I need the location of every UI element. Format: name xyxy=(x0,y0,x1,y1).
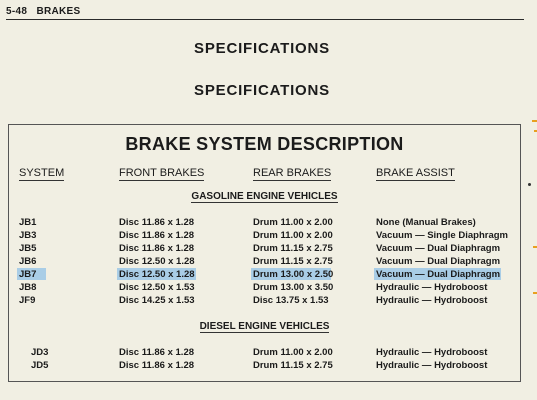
system-cell: JB6 xyxy=(19,256,37,267)
header-title: BRAKES xyxy=(36,6,81,17)
front-brakes-cell: Disc 12.50 x 1.28 xyxy=(119,256,195,267)
brake-assist-cell: Hydraulic — Hydroboost xyxy=(376,347,488,358)
column-header-system: SYSTEM xyxy=(19,167,65,179)
system-cell: JD3 xyxy=(31,347,49,358)
rear-brakes-cell: Drum 11.15 x 2.75 xyxy=(253,360,333,371)
column-header-rear-brakes: REAR BRAKES xyxy=(253,167,332,179)
column-header-front-brakes: FRONT BRAKES xyxy=(119,167,205,179)
section-number: 5-48 xyxy=(6,6,28,17)
rear-brakes-cell: Drum 11.00 x 2.00 xyxy=(253,217,333,228)
system-cell: JD5 xyxy=(31,360,49,371)
front-brakes-cell: Disc 14.25 x 1.53 xyxy=(119,295,195,306)
front-brakes-cell: Disc 11.86 x 1.28 xyxy=(119,217,195,228)
front-brakes-cell: Disc 11.86 x 1.28 xyxy=(119,347,195,358)
margin-dot xyxy=(528,183,531,186)
page-header xyxy=(6,6,81,17)
system-cell: JB7 xyxy=(19,269,37,280)
table-row xyxy=(9,282,520,294)
rear-brakes-cell: Drum 11.15 x 2.75 xyxy=(253,256,333,267)
front-brakes-cell: Disc 11.86 x 1.28 xyxy=(119,230,195,241)
brake-assist-cell: Vacuum — Dual Diaphragm xyxy=(376,256,501,267)
rear-brakes-cell: Drum 11.15 x 2.75 xyxy=(253,243,333,254)
column-header-brake-assist: BRAKE ASSIST xyxy=(376,167,455,179)
rear-brakes-cell: Drum 11.00 x 2.00 xyxy=(253,230,333,241)
header-rule xyxy=(6,19,524,20)
rear-brakes-cell: Drum 11.00 x 2.00 xyxy=(253,347,333,358)
front-brakes-cell: Disc 12.50 x 1.28 xyxy=(119,269,195,280)
gasoline-section-label: GASOLINE ENGINE VEHICLES xyxy=(191,191,338,202)
rear-brakes-cell: Disc 13.75 x 1.53 xyxy=(253,295,329,306)
table-row xyxy=(9,347,520,359)
margin-tab xyxy=(533,246,537,248)
front-brakes-cell: Disc 11.86 x 1.28 xyxy=(119,243,195,254)
table-row xyxy=(9,295,520,307)
margin-tab xyxy=(532,120,537,122)
front-brakes-cell: Disc 11.86 x 1.28 xyxy=(119,360,195,371)
brake-assist-cell: None (Manual Brakes) xyxy=(376,217,476,228)
table-title: BRAKE SYSTEM DESCRIPTION xyxy=(125,134,404,154)
system-cell: JB8 xyxy=(19,282,37,293)
table-row xyxy=(9,256,520,268)
table-row xyxy=(9,230,520,242)
table-row xyxy=(9,243,520,255)
system-cell: JB5 xyxy=(19,243,37,254)
front-brakes-cell: Disc 12.50 x 1.53 xyxy=(119,282,195,293)
table-row-highlighted xyxy=(9,269,520,281)
brake-assist-cell: Vacuum — Dual Diaphragm xyxy=(376,243,501,254)
specifications-heading-1: SPECIFICATIONS xyxy=(194,40,330,57)
brake-assist-cell: Hydraulic — Hydroboost xyxy=(376,282,488,293)
margin-tab xyxy=(533,292,537,294)
brake-assist-cell: Hydraulic — Hydroboost xyxy=(376,360,488,371)
brake-assist-cell: Vacuum — Dual Diaphragm xyxy=(376,269,501,280)
specifications-heading-2: SPECIFICATIONS xyxy=(194,82,330,99)
table-row xyxy=(9,360,520,372)
system-cell: JF9 xyxy=(19,295,36,306)
diesel-section-label: DIESEL ENGINE VEHICLES xyxy=(199,321,330,332)
brake-system-table xyxy=(8,124,521,382)
system-cell: JB3 xyxy=(19,230,37,241)
brake-assist-cell: Vacuum — Single Diaphragm xyxy=(376,230,508,241)
rear-brakes-cell: Drum 13.00 x 3.50 xyxy=(253,282,334,293)
brake-assist-cell: Hydraulic — Hydroboost xyxy=(376,295,488,306)
table-row xyxy=(9,217,520,229)
system-cell: JB1 xyxy=(19,217,37,228)
rear-brakes-cell: Drum 13.00 x 2.50 xyxy=(253,269,334,280)
